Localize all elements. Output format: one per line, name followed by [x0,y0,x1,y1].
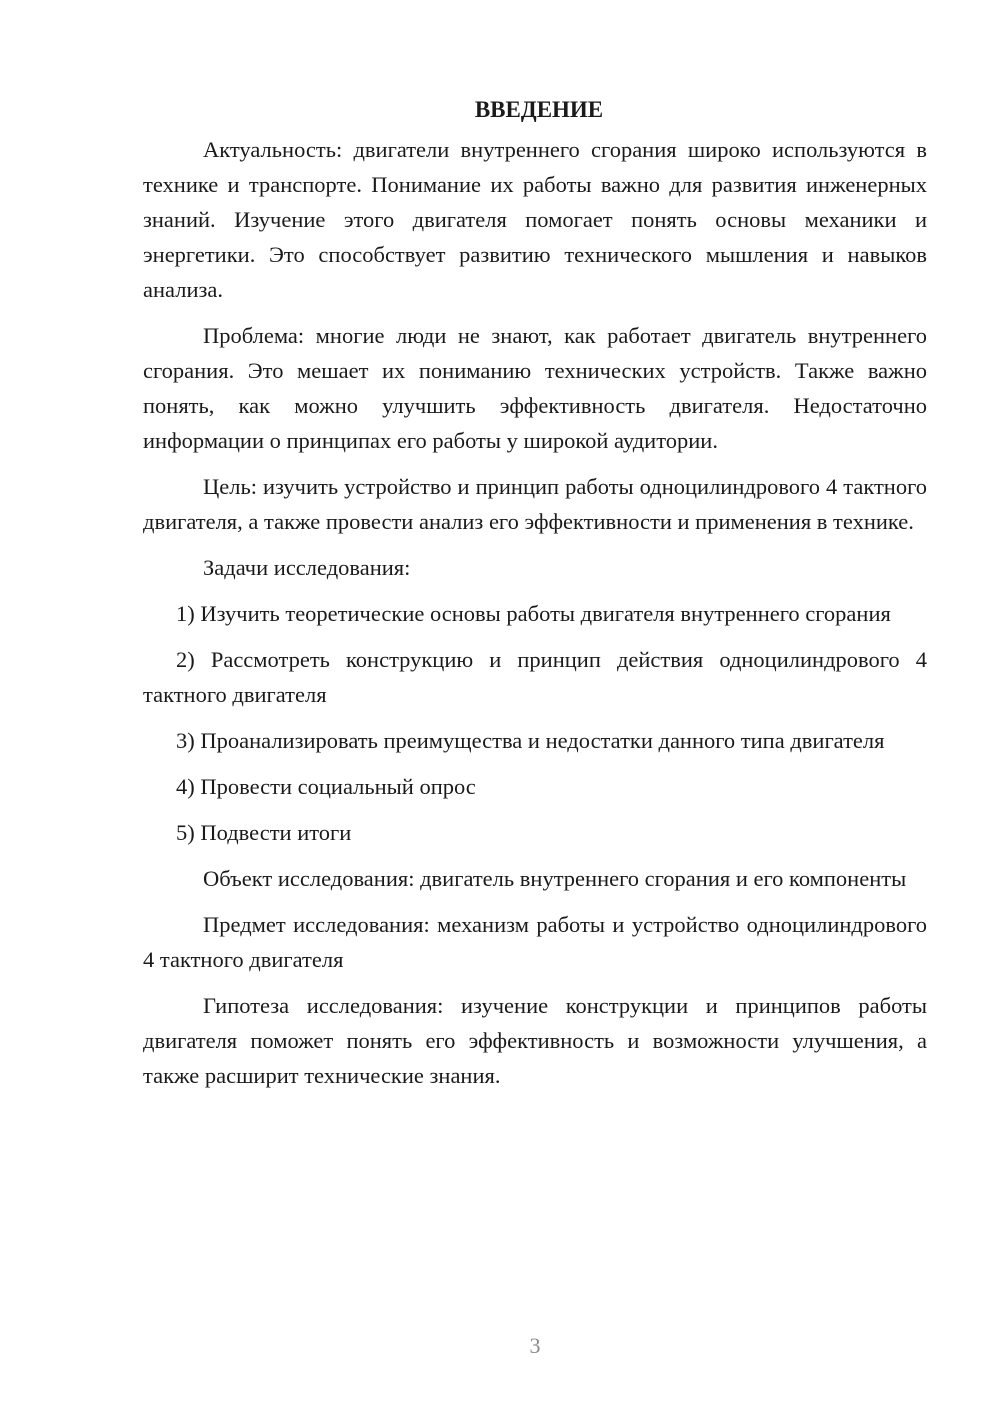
hypothesis-paragraph: Гипотеза исследования: изучение конструкции и принципов работы двигателя поможет понять его эффективность и возможности улучшения, а также расширит технические знания. [143,993,927,1088]
page-title: ВВЕДЕНИЕ [474,97,604,122]
page-number: 3 [529,1333,541,1358]
task-item: 1) Изучить теоретические основы работы двигателя внутреннего сгорания [176,601,891,626]
task-item: 3) Проанализировать преимущества и недостатки данного типа двигателя [176,728,885,753]
task-item: 2) Рассмотреть конструкцию и принцип действия одноцилиндрового 4 тактного двигателя [143,647,927,707]
goal-paragraph: Цель: изучить устройство и принцип работы одноцилиндрового 4 тактного двигателя, а также провести анализ его эффективности и применения в технике. [143,474,927,534]
subject-paragraph: Предмет исследования: механизм работы и устройство одноцилиндрового 4 тактного двигателя [143,912,927,972]
problem-paragraph: Проблема: многие люди не знают, как работает двигатель внутреннего сгорания. Это мешает их пониманию технических устройств. Также важно понять, как можно улучшить эффективность двигателя. Недостаточно информации о принципах его работы у широкой аудитории. [143,323,927,453]
page-content [143,92,927,1093]
object-paragraph: Объект исследования: двигатель внутреннего сгорания и его компоненты [203,866,907,891]
task-item: 5) Подвести итоги [176,820,352,845]
relevance-paragraph: Актуальность: двигатели внутреннего сгорания широко используются в технике и транспорте. Понимание их работы важно для развития инженерных знаний. Изучение этого двигателя помогает понять основы механики и энергетики. Это способствует развитию технического мышления и навыков анализа. [143,137,927,302]
task-item: 4) Провести социальный опрос [176,774,476,799]
tasks-heading: Задачи исследования: [203,555,411,580]
